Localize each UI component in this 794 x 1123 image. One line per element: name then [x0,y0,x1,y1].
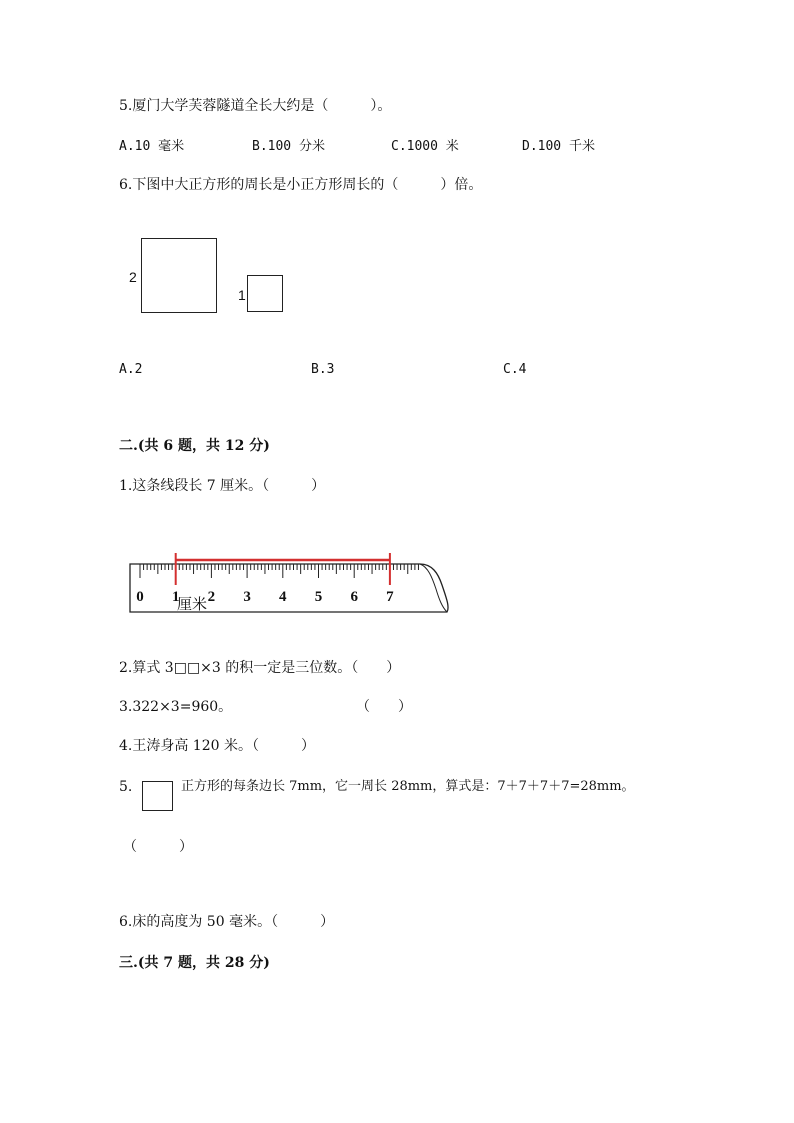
q5-option-d: D.100 千米 [522,139,595,154]
ruler-number: 1 [171,589,180,605]
s2-question-3-text: 3.322×3=960。 [119,699,233,715]
q5-square-figure [142,781,173,811]
section-3-heading: 三.(共 7 题，共 28 分) [119,955,270,971]
q6-option-a: A.2 [119,362,143,377]
small-square [247,275,283,312]
ruler-number: 4 [279,589,287,605]
s2-question-2-text: 2.算式 3□□×3 的积一定是三位数。（ ） [119,660,401,676]
s2-question-4-text: 4.王涛身高 120 米。（ ） [119,738,315,754]
big-square [141,238,217,313]
s2-question-3-blank: （ ） [356,699,412,715]
s2-question-5-blank: （ ） [123,839,193,855]
question-6-text: 6.下图中大正方形的周长是小正方形周长的（ ）倍。 [119,177,483,193]
ruler-number: 7 [386,589,394,605]
ruler-number: 2 [207,589,216,605]
section-2-heading: 二.(共 6 题，共 12 分) [119,438,270,454]
ruler-figure [120,545,460,620]
q5-option-c: C.1000 米 [391,139,459,154]
ruler-number: 0 [136,589,144,605]
q6-option-c: C.4 [503,362,527,377]
q5-option-a: A.10 毫米 [119,139,185,154]
ruler-number: 3 [243,589,251,605]
s2-question-1-text: 1.这条线段长 7 厘米。（ ） [119,478,326,494]
ruler-unit-label: 厘米 [177,597,208,613]
q5-option-b: B.100 分米 [252,139,325,154]
ruler-number: 5 [314,589,323,605]
ruler-number: 6 [350,589,358,605]
big-square-side-label: 2 [129,269,137,285]
q6-option-b: B.3 [311,362,335,377]
s2-question-5-text: 正方形的每条边长 7mm，它一周长 28mm，算式是：7＋7＋7＋7=28mm。 [181,779,635,794]
question-5-text: 5.厦门大学芙蓉隧道全长大约是（ ）。 [119,98,392,114]
s2-question-5-number: 5. [119,779,133,795]
s2-question-6-text: 6.床的高度为 50 毫米。（ ） [119,914,335,930]
small-square-side-label: 1 [238,287,246,303]
